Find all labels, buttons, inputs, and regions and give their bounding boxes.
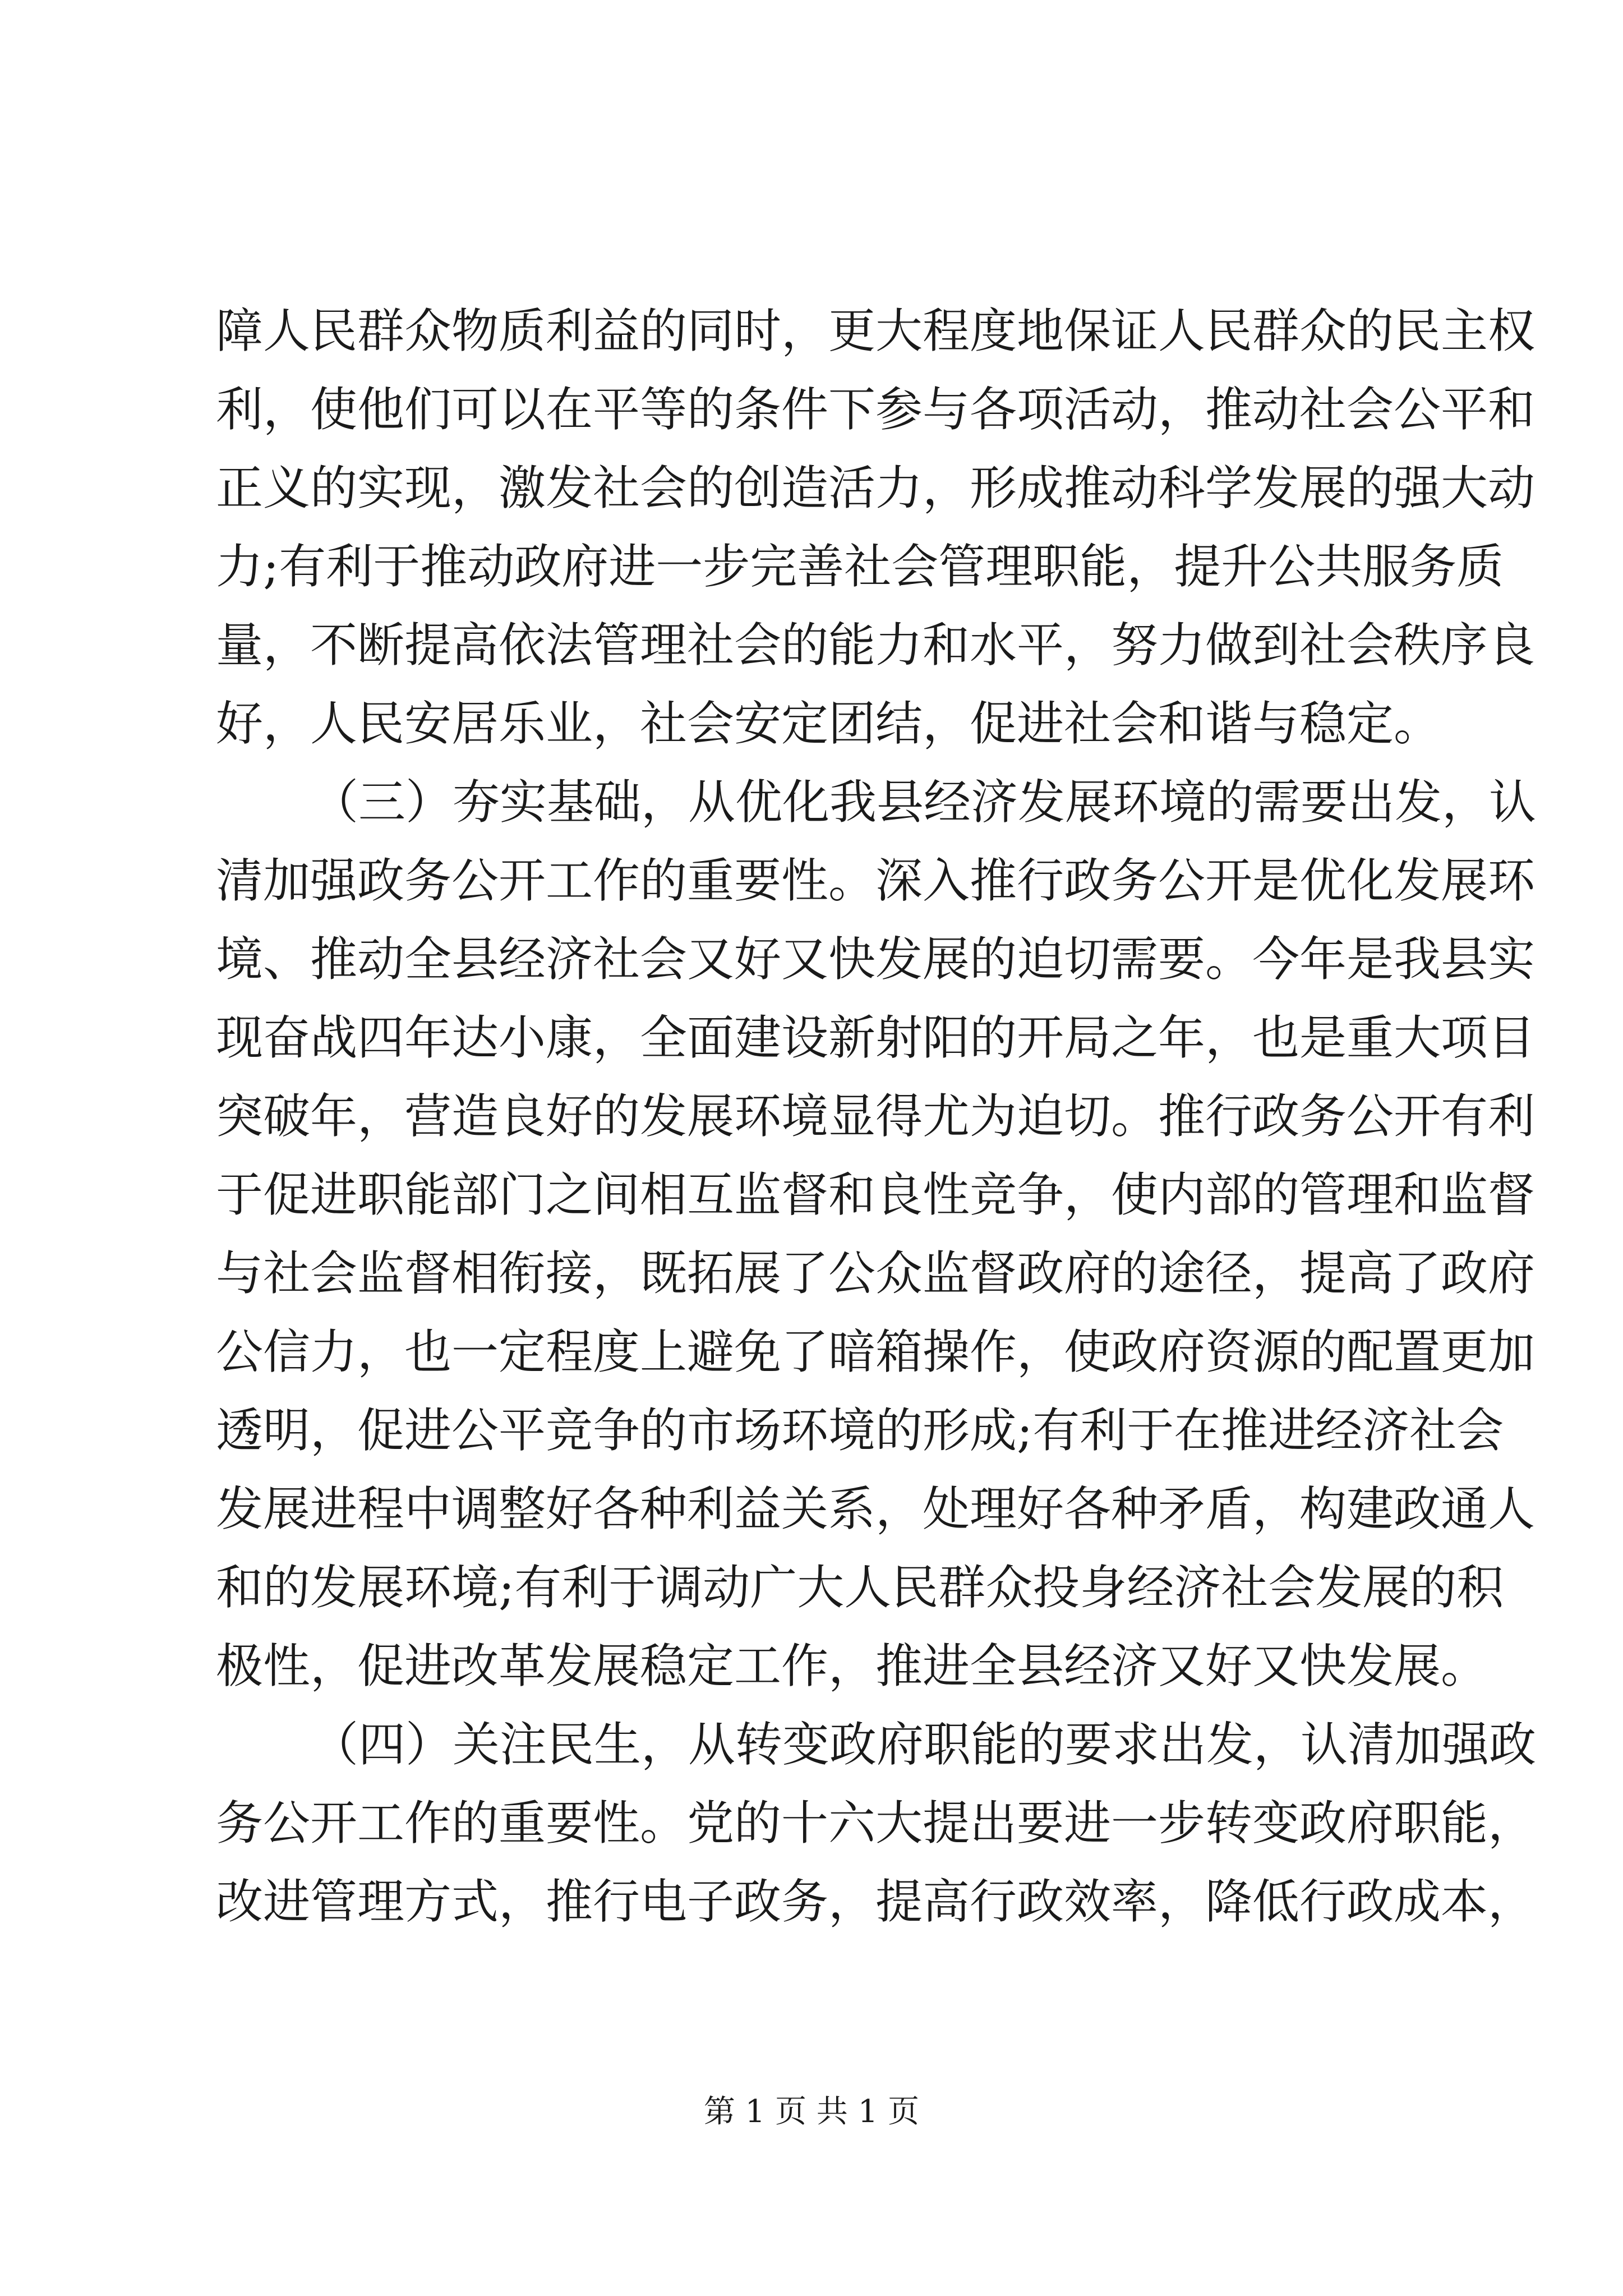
page-number-label: 第 1 页 共 1 页 [703,2093,920,2130]
text-line: 利，使他们可以在平等的条件下参与各项活动，推动社会公平和 [216,382,1536,437]
text-line: 障人民群众物质利益的同时，更大程度地保证人民群众的民主权 [216,303,1536,358]
text-line: 量，不断提高依法管理社会的能力和水平，努力做到社会秩序良 [216,618,1536,673]
text-line: 力;有利于推动政府进一步完善社会管理职能，提升公共服务质 [216,539,1504,594]
text-line: 发展进程中调整好各种利益关系，处理好各种矛盾，构建政通人 [216,1481,1536,1536]
text-line: 突破年，营造良好的发展环境显得尤为迫切。推行政务公开有利 [216,1089,1536,1144]
text-line: 现奋战四年达小康，全面建设新射阳的开局之年，也是重大项目 [216,1010,1536,1065]
paragraph-first-line: （四）关注民生，从转变政府职能的要求出发，认清加强政 [311,1717,1537,1772]
text-line: 好，人民安居乐业，社会安定团结，促进社会和谐与稳定。 [216,696,1441,751]
text-line: 和的发展环境;有利于调动广大人民群众投身经济社会发展的积 [216,1560,1504,1615]
text-line: 境、推动全县经济社会又好又快发展的迫切需要。今年是我县实 [216,932,1536,987]
paragraph-first-line: （三）夯实基础，从优化我县经济发展环境的需要出发，认 [311,775,1537,830]
text-line: 极性，促进改革发展稳定工作，推进全县经济又好又快发展。 [216,1639,1488,1694]
text-line: 透明，促进公平竞争的市场环境的形成;有利于在推进经济社会 [216,1403,1504,1458]
text-line: 与社会监督相衔接，既拓展了公众监督政府的途径，提高了政府 [216,1246,1536,1301]
page-footer [0,2090,1623,2134]
text-line: 于促进职能部门之间相互监督和良性竞争，使内部的管理和监督 [216,1167,1536,1222]
text-line: 清加强政务公开工作的重要性。深入推行政务公开是优化发展环 [216,853,1536,908]
text-line: 改进管理方式，推行电子政务，提高行政效率，降低行政成本， [216,1874,1536,1929]
body-text [216,292,1537,1941]
text-line: 公信力，也一定程度上避免了暗箱操作，使政府资源的配置更加 [216,1324,1536,1379]
text-line: 务公开工作的重要性。党的十六大提出要进一步转变政府职能， [216,1796,1536,1851]
text-line: 正义的实现，激发社会的创造活力，形成推动科学发展的强大动 [216,461,1536,516]
